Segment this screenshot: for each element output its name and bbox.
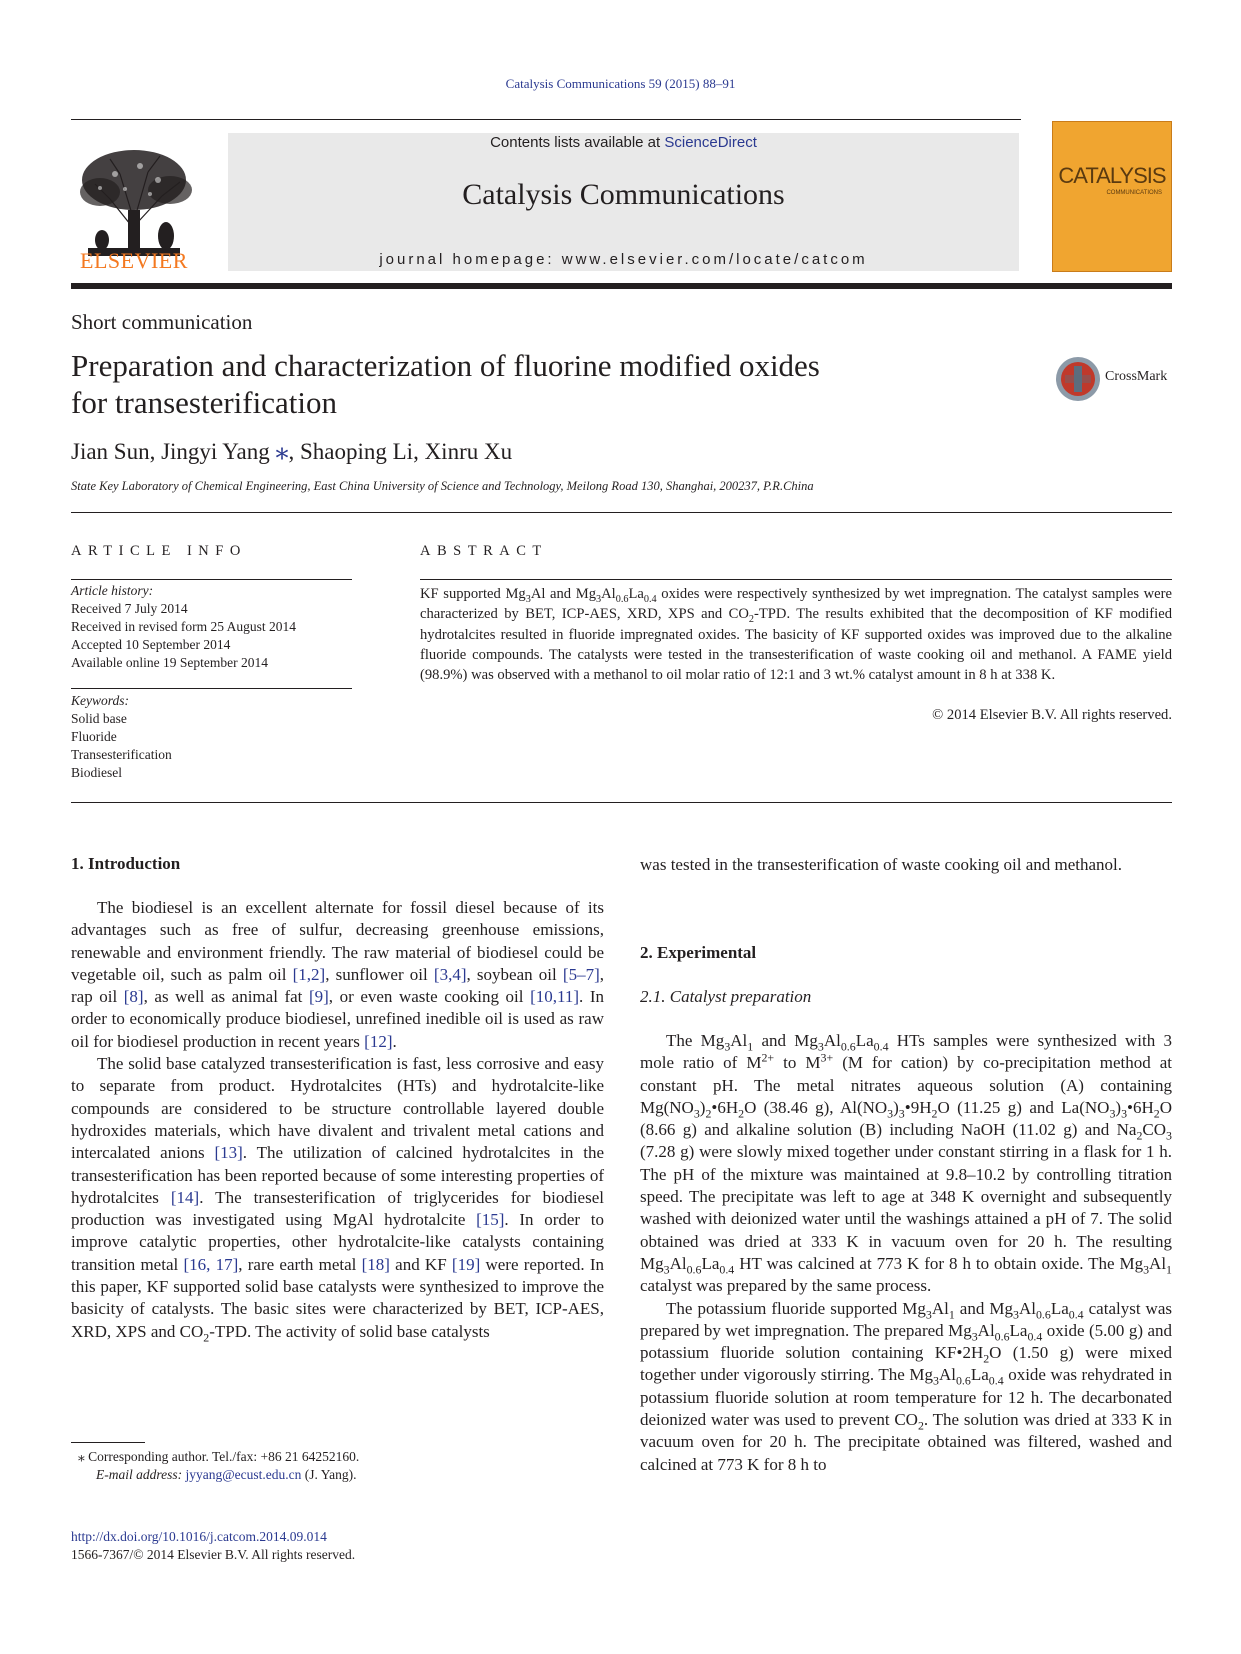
article-type: Short communication [71,310,253,334]
elsevier-wordmark: ELSEVIER [80,248,188,273]
authors-rest: , Shaoping Li, Xinru Xu [288,439,513,464]
journal-cover-thumbnail [1052,121,1172,272]
email-label: E-mail address: [96,1467,186,1482]
keyword-item: Biodiesel [71,765,122,780]
journal-citation[interactable]: Catalysis Communications 59 (2015) 88–91 [505,76,736,91]
info-rule-1 [71,579,352,580]
journal-homepage[interactable]: journal homepage: www.elsevier.com/locate/catcom [379,251,868,268]
introduction-body: The biodiesel is an excellent alternate for fossil diesel because of its advantages such as free of sulfur, decreasing greenhouse emissions, renewable and environment friendly. The raw material of biodiesel could be vegetable oil, such as palm oil [1,2], sunflower oil [3,4], soybean oil [5–7], rap oil [8], as well as animal fat [9], or even waste cooking oil [10,11]. In order to economically produce biodiesel, unrefined inedible oil is used as raw oil for biodiesel production in recent years [12]. The solid base catalyzed transesterification is fast, less corrosive and easy to separate from product. Hydrotalcites (HTs) and hydrotalcite-like compounds are considered to be structure controllable layered double hydroxides materials, which have divalent and trivalent metal cations and intercalated anions [13]. The utilization of calcined hydrotalcites in the transesterification has been reported because of some interesting properties of hydrotalcites [14]. The transesterification of triglycerides for biodiesel production was investigated using MgAl hydrotalcite [15]. In order to improve catalytic properties, other hydrotalcite-like catalysts containing transition metal [16, 17], rare earth metal [18] and KF [19] were reported. In this paper, KF supported solid base catalysts were synthesized to improve the basicity of catalysts. The basic sites were characterized by BET, ICP-AES, XRD, XPS and $CO_2$-TPD. The activity of solid base catalysts [71,898,605,1345]
title-line-2: for transesterification [71,385,337,420]
header-rule [71,512,1172,513]
history-received: Received 7 July 2014 [71,601,188,616]
corresponding-author-mark[interactable]: ⁎ [275,436,289,465]
abstract-rule [420,579,1172,580]
contents-prefix: Contents lists available at [490,134,665,151]
abstract-bottom-rule [71,802,1172,803]
email-suffix: (J. Yang). [301,1467,357,1482]
history-online: Available online 19 September 2014 [71,655,268,670]
abstract-body: KF supported $Mg_3Al$ and $Mg_3Al_{0.6}La_{0.4}$ oxides were respectively synthesized by wet impregnation. The catalyst samples were characterized by BET, ICP-AES, XRD, XPS and $CO_2$-TPD. The results exhibited that the decomposition of KF modified hydrotalcites resulted in fluoride impregnated oxides. The basicity of KF supported oxides was improved due to the alkaline fluoride compounds. The catalysts were tested in the transesterification of waste cooking oil and methanol. A FAME yield (98.9%) was observed with a methanol to oil molar ratio of 12:1 and 3 wt.% catalyst amount in 8 h at 338 K. [420,586,1172,684]
author-list [71,436,512,466]
crossmark-icon[interactable] [1055,356,1101,402]
email-footnote [96,1466,357,1484]
keywords-label: Keywords: [71,693,129,708]
keywords-block [71,692,172,782]
keyword-item: Fluoride [71,729,117,744]
sciencedirect-link[interactable]: ScienceDirect [664,134,757,151]
subsection-heading-catalyst-preparation: 2.1. Catalyst preparation [640,987,812,1006]
catalyst-preparation-body: The $Mg_3Al_1$ and $Mg_3Al_{0.6}La_{0.4}$ HTs samples were synthesized with 3 mole ratio of $M^{2+}$ to $M^{3+}$ (M for cation) by co-precipitation method at constant pH. The metal nitrates aqueous solution (A) containing $Mg(NO_3)_2•6H_2O$ (38.46 g), $Al(NO_3)_3•9H_2O$ (11.25 g) and $La(NO_3)_3•6H_2O$ (8.66 g) and alkaline solution (B) including NaOH (11.02 g) and $Na_2CO_3$ (7.28 g) were slowly mixed together under constant stirring in a flask for 1 h. The pH of the mixture was maintained at 9.8–10.2 by controlling titration speed. The precipitate was left to age at 348 K overnight and subsequently washed with deionized water until the washings attained a pH of 7. The solid obtained was dried at 333 K in vacuum oven for 20 h. The resulting $Mg_3Al_{0.6}La_{0.4}$ HT was calcined at 773 K for 8 h to obtain oxide. The $Mg_3Al_1$ catalyst was prepared by the same process. The potassium fluoride supported $Mg_3Al_1$ and $Mg_3Al_{0.6}La_{0.4}$ catalyst was prepared by wet impregnation. The prepared $Mg_3Al_{0.6}La_{0.4}$ oxide (5.00 g) and potassium fluoride solution containing $KF•2H_2O$ (1.50 g) were mixed together under vigorously stirring. The $Mg_3Al_{0.6}La_{0.4}$ oxide was rehydrated in potassium fluoride solution at room temperature for 12 h. The decarbonated deionized water was used to prevent $CO_2$. The solution was dried at 333 K in vacuum oven for 20 h. The precipitate obtained was filtered, washed and calcined at 773 K for 8 h to [640,1031,1173,1474]
author-affiliation: State Key Laboratory of Chemical Engineering, East China University of Science and Technology, Meilong Road 130, Shanghai, 200237, P.R.China [71,479,814,493]
authors-first: Jian Sun, Jingyi Yang [71,439,276,464]
crossmark-label[interactable]: CrossMark [1105,369,1168,384]
cover-title: CATALYSIS [1058,163,1166,188]
article-info-heading: ARTICLE INFO [71,543,247,559]
issn-copyright: 1566-7367/© 2014 Elsevier B.V. All rights reserved. [71,1547,356,1562]
doi-link[interactable]: http://dx.doi.org/10.1016/j.catcom.2014.09.014 [71,1529,327,1544]
corresponding-author-footnote: ⁎ Corresponding author. Tel./fax: +86 21 64252160. [78,1449,360,1464]
footnote-rule [71,1442,145,1443]
keyword-item: Solid base [71,711,127,726]
introduction-body-continued: was tested in the transesterification of waste cooking oil and methanol. [640,855,1123,874]
info-rule-2 [71,688,352,689]
history-accepted: Accepted 10 September 2014 [71,637,231,652]
contents-available-line [228,134,1019,151]
history-revised: Received in revised form 25 August 2014 [71,619,296,634]
abstract-heading: ABSTRACT [420,543,548,559]
section-heading-introduction: 1. Introduction [71,854,181,873]
abstract-copyright: © 2014 Elsevier B.V. All rights reserved. [932,707,1172,723]
top-rule [71,119,1021,120]
section-heading-experimental: 2. Experimental [640,943,757,962]
journal-title: Catalysis Communications [462,178,785,211]
cover-subtitle: COMMUNICATIONS [1106,190,1162,196]
title-line-1: Preparation and characterization of fluorine modified oxides [71,348,820,383]
article-title [71,347,941,421]
history-label: Article history: [71,583,154,598]
keyword-item: Transesterification [71,747,172,762]
email-link[interactable]: jyyang@ecust.edu.cn [185,1467,302,1482]
masthead-thick-rule [71,283,1172,289]
article-history [71,582,296,672]
